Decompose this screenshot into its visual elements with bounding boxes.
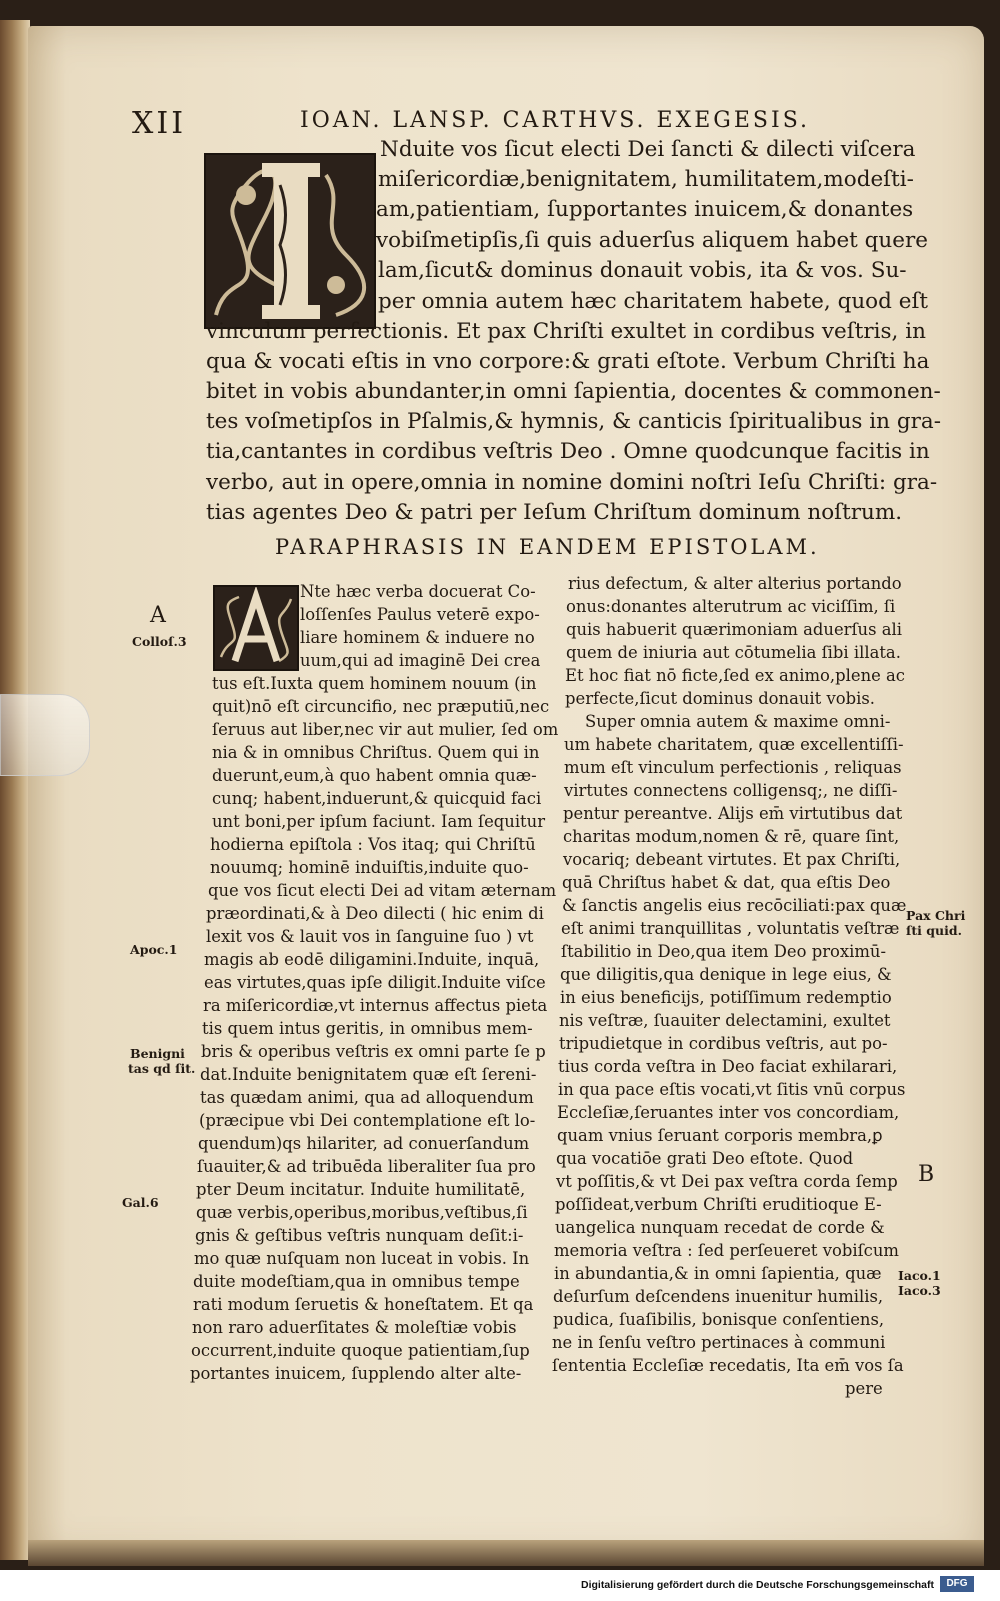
text-line: portantes inuicem, ſupplendo alter alte- (190, 1364, 522, 1383)
text-line: Nte hæc verba docuerat Co- (300, 582, 536, 601)
running-title: IOAN. LANSP. CARTHVS. EXEGESIS. (300, 108, 810, 133)
text-line: tius corda veſtra in Deo faciat exhilarari, (558, 1057, 898, 1076)
epistle-line: tes voſmetipſos in Pſalmis,& hymnis, & canticis ſpiritualibus in gra- (206, 409, 941, 434)
text-line: eas virtutes,quas ipſe diligit.Induite viſce (204, 973, 546, 992)
epistle-line: lam,ſicut& dominus donauit vobis, ita & vos. Su- (378, 258, 907, 283)
text-line: dat.Induite benignitatem quæ eſt ſereni- (200, 1065, 537, 1084)
text-line: um habete charitatem, quæ excellentiſſi- (564, 735, 904, 754)
book-edge (0, 20, 30, 1560)
text-line: ne in ſenſu veſtro pertinaces à communi (552, 1333, 886, 1352)
text-line: cunq; habent,induerunt,& quicquid faci (212, 789, 542, 808)
text-line: Et hoc fiat nō ficte,ſed ex animo,plene ac (565, 666, 905, 685)
text-line: pudica, ſuaſibilis, bonisque conſentiens, (553, 1310, 885, 1329)
marginal-note: Benigni (130, 1046, 185, 1061)
dfg-logo: DFG (940, 1576, 974, 1592)
text-line: pter Deum incitatur. Induite humilitatē, (196, 1180, 526, 1199)
text-line: ſtabilitio in Deo,qua item Deo proximū- (561, 942, 887, 961)
marginal-note: tas qd ſit. (128, 1061, 196, 1076)
text-line: ſuauiter,& ad tribuēda liberaliter ſua pro (197, 1157, 536, 1176)
section-letter-b: B (918, 1162, 935, 1187)
footer-bar (0, 1570, 1000, 1601)
text-line: in eius beneficijs, potiſſimum redemptio (560, 988, 892, 1007)
text-line: liare hominem & induere no (300, 628, 535, 647)
marginal-note: Iaco.1 (898, 1268, 941, 1283)
epistle-line: verbo, aut in opere,omnia in nomine domini noſtri Ieſu Chriſti: gra- (206, 470, 938, 495)
text-line: virtutes connectens colligensq;, ne diſſi- (564, 781, 898, 800)
epistle-line: qua & vocati eſtis in vno corpore:& grati eſtote. Verbum Chriſti ha (206, 349, 930, 374)
text-line: charitas modum,nomen & rē, quare ſint, (563, 827, 900, 846)
marginal-note: Colloſ.3 (132, 634, 187, 649)
epistle-line: vobiſmetipſis,ſi quis aduerſus aliquem habet quere (376, 228, 928, 253)
text-line: præordinati,& à Deo dilecti ( hic enim di (206, 904, 544, 923)
text-line: vt poſſitis,& vt Dei pax veſtra corda ſemp (556, 1172, 898, 1191)
text-line: uangelica nunquam recedat de corde & (555, 1218, 885, 1237)
text-line: mo quæ nuſquam non luceat in vobis. In (194, 1249, 530, 1268)
text-line: tis quem intus geritis, in omnibus mem- (202, 1019, 533, 1038)
text-line: ra miſericordiæ,vt internus affectus pieta (203, 996, 548, 1015)
text-line: quæ verbis,operibus,moribus,veſtibus,ſi (196, 1203, 528, 1222)
text-line: loſſenſes Paulus veterē expo- (300, 605, 540, 624)
epistle-line: vinculum perfectionis. Et pax Chriſti exultet in cordibus veſtris, in (206, 319, 926, 344)
text-line: quem de iniuria aut cōtumelia ſibi illata. (566, 643, 901, 662)
decorated-initial-i (204, 153, 376, 329)
text-line: perfecte,ſicut dominus donauit vobis. (565, 689, 875, 708)
text-line: nouumq; hominē induiſtis,induite quo- (210, 858, 529, 877)
text-line: ſententia Eccleſiæ recedatis, Ita em̄ vos ſa (552, 1356, 904, 1375)
marginal-note: Pax Chri (906, 908, 966, 923)
text-line: rius defectum, & alter alterius portando (568, 574, 902, 593)
text-line: mum eſt vinculum perfectionis , reliquas (564, 758, 902, 777)
text-line: deſurſum deſcendens inuenitur humilis, (553, 1287, 884, 1306)
text-line: poſſideat,verbum Chriſti eruditioque E- (555, 1195, 882, 1214)
epistle-line: am,patientiam, ſupportantes inuicem,& donantes (376, 197, 914, 222)
ornament-initial-icon (215, 587, 297, 669)
text-line: qua vocatiōe grati Deo eſtote. Quod (556, 1149, 854, 1168)
text-line: tus eſt.Iuxta quem hominem nouum (in (212, 674, 537, 693)
text-line: nis veſtræ, ſuauiter delectamini, exultet (559, 1011, 891, 1030)
marginal-note: Apoc.1 (130, 942, 178, 957)
marginal-note: ſti quid. (906, 923, 962, 938)
text-line: duerunt,eum,à quo habent omnia quæ- (212, 766, 537, 785)
text-line: quā Chriſtus habet & dat, qua eſtis Deo (562, 873, 891, 892)
text-line: bris & operibus veſtris ex omni parte ſe p (201, 1042, 546, 1061)
text-line: hodierna epiſtola : Vos itaq; qui Chriſtū (210, 835, 536, 854)
text-line: Super omnia autem & maxime omni- (585, 712, 891, 731)
text-line: (præcipue vbi Dei contemplatione eſt lo- (199, 1111, 536, 1130)
text-line: Eccleſiæ,ſeruantes inter vos concordiam, (557, 1103, 900, 1122)
text-line: & ſanctis angelis eius recōciliati:pax quæ (562, 896, 907, 915)
text-line: eſt animi tranquillitas , voluntatis veſtræ (561, 919, 900, 938)
text-line: quam vnius ſeruant corporis membra,ꝑ (557, 1126, 883, 1145)
text-line: ſeruus aut liber,nec vir aut mulier, ſed om (212, 720, 559, 739)
section-letter-a: A (150, 603, 166, 628)
epistle-line: miſericordiæ,benignitatem, humilitatem,modeſti- (378, 167, 914, 192)
epistle-line: per omnia autem hæc charitatem habete, quod eſt (378, 289, 929, 314)
text-line: in abundantia,& in omni ſapientia, quæ (554, 1264, 882, 1283)
text-line: uum,qui ad imaginē Dei crea (300, 651, 541, 670)
folio-number: XII (132, 106, 187, 141)
text-line: non raro aduerſitates & moleſtiæ vobis (192, 1318, 517, 1337)
text-line: nia & in omnibus Chriſtus. Quem qui in (212, 743, 540, 762)
text-line: quendum)qs hilariter, ad conuerſandum (198, 1134, 530, 1153)
text-line: magis ab eodē diligamini.Induite, inquā, (204, 950, 540, 969)
text-line: tas quædam animi, qua ad alloquendum (200, 1088, 534, 1107)
decorated-initial-a (213, 585, 299, 671)
text-line: rati modum ſeruetis & honeſtatem. Et qa (193, 1295, 534, 1314)
funding-credit: Digitalisierung gefördert durch die Deutsche Forschungsgemeinschaft (581, 1579, 934, 1591)
epistle-line: Nduite vos ſicut electi Dei ſancti & dilecti viſcera (380, 137, 916, 162)
text-line: in qua pace eſtis vocati,vt ſitis vnū corpus (558, 1080, 906, 1099)
text-line: lexit vos & lauit vos in ſanguine ſuo ) vt (206, 927, 534, 946)
text-line: quis habuerit quærimoniam aduerſus ali (566, 620, 902, 639)
catchword: pere (845, 1379, 883, 1398)
text-line: unt boni,per ipſum faciunt. Iam ſequitur (212, 812, 546, 831)
epistle-line: tia,cantantes in cordibus veſtris Deo . Omne quodcunque facitis in (206, 439, 930, 464)
ornament-initial-icon (206, 155, 374, 327)
text-line: memoria veſtra : ſed perſeueret vobiſcum (554, 1241, 899, 1260)
text-line: occurrent,induite quoque patientiam,ſup (191, 1341, 530, 1360)
page-bottom-edge (28, 1540, 984, 1566)
text-line: vocariq; debeant virtutes. Et pax Chriſti, (563, 850, 901, 869)
text-line: onus:donantes alterutrum ac viciſſim, ſi (566, 597, 896, 616)
text-line: gnis & geſtibus veſtris nunquam deſit:i- (195, 1226, 524, 1245)
marginal-note: Gal.6 (122, 1195, 159, 1210)
text-line: pentur pereantve. Alijs em̄ virtutibus dat (563, 804, 903, 823)
epistle-line: bitet in vobis abundanter,in omni ſapientia, docentes & commonen- (206, 379, 941, 404)
marginal-note: Iaco.3 (898, 1283, 941, 1298)
epistle-line: tias agentes Deo & patri per Ieſum Chriſtum dominum noſtrum. (206, 500, 903, 525)
text-line: tripudietque in cordibus veſtris, aut po- (559, 1034, 888, 1053)
section-heading: PARAPHRASIS IN EANDEM EPISTOLAM. (275, 535, 820, 559)
text-line: duite modeſtiam,qua in omnibus tempe (193, 1272, 520, 1291)
text-line: que diligitis,qua denique in lege eius, & (560, 965, 892, 984)
bookmark-clip (0, 694, 90, 776)
text-line: que vos ſicut electi Dei ad vitam æternam (208, 881, 557, 900)
text-line: quit)nō eſt circuncifio, nec præputiū,nec (212, 697, 550, 716)
